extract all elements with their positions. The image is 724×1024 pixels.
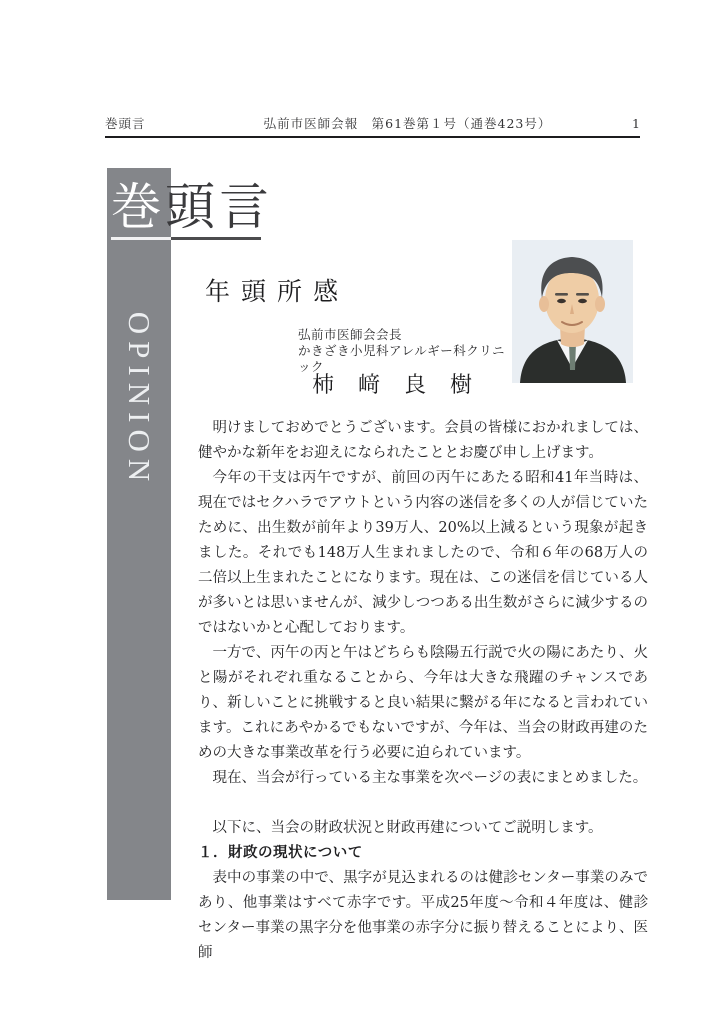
page-number: 1: [632, 116, 640, 131]
section-title: [111, 178, 273, 236]
article-title: 年頭所感: [205, 277, 350, 306]
running-head-section: 巻頭言: [105, 116, 146, 131]
running-head-journal: 弘前市医師会報 第61巻第１号（通巻423号）: [263, 116, 552, 131]
paragraph: 一方で、丙午の丙と午はどちらも陰陽五行説で火の陽にあたり、火と陽がそれぞれ重なることから、今年は大きな飛躍のチャンスであり、新しいことに挑戦すると良い結果に繋がる年になると言われています。これにあやかるでもないですが、今年は、当会の財政再建のための大きな事業改革を行う必要に迫られています。: [198, 645, 648, 761]
article-body: [198, 416, 648, 966]
section-subheading: １．財政の現状について: [198, 845, 363, 861]
paragraph: 明けましておめでとうございます。会員の皆様におかれましては、健やかな新年をお迎えになられたこととお慶び申し上げます。: [198, 420, 648, 461]
running-head-rule: [105, 136, 640, 138]
author-block: [298, 327, 508, 398]
title-underline-on-band: [111, 237, 171, 240]
section-title-rest: 頭言: [165, 178, 273, 236]
author-role-line1: 弘前市医師会会長: [298, 327, 403, 342]
paragraph: 今年の干支は丙午ですが、前回の丙午にあたる昭和41年当時は、現在ではセクハラでアウトという内容の迷信を多くの人が信じていたために、出生数が前年より39万人、20%以上減るという現象が起きました。それでも148万人生まれましたので、令和６年の68万人の二倍以上生まれたことになります。現在は、この迷信を信じている人が多いとは思いませんが、減少しつつある出生数がさらに減少するのではないかと心配しております。: [198, 470, 648, 636]
running-head: [105, 114, 640, 132]
section-title-first-char: 巻: [111, 178, 165, 236]
author-name: 柿﨑良樹: [312, 373, 497, 398]
title-underline: [171, 237, 261, 240]
paragraph: 表中の事業の中で、黒字が見込まれるのは健診センター事業のみであり、他事業はすべて赤字です。平成25年度～令和４年度は、健診センター事業の黒字分を他事業の赤字分に振り替えることにより、医師: [198, 870, 648, 961]
author-role-line2: かきざき小児科アレルギー科クリニック: [298, 343, 505, 374]
sidebar-gray-band: [107, 168, 171, 900]
paragraph: 現在、当会が行っている主な事業を次ページの表にまとめました。: [212, 770, 648, 786]
portrait-photo-graphic: [512, 240, 633, 383]
portrait-photo: [512, 240, 633, 383]
paragraph: 以下に、当会の財政状況と財政再建についてご説明します。: [212, 820, 603, 836]
sidebar-vertical-label: OPINION: [122, 311, 157, 489]
